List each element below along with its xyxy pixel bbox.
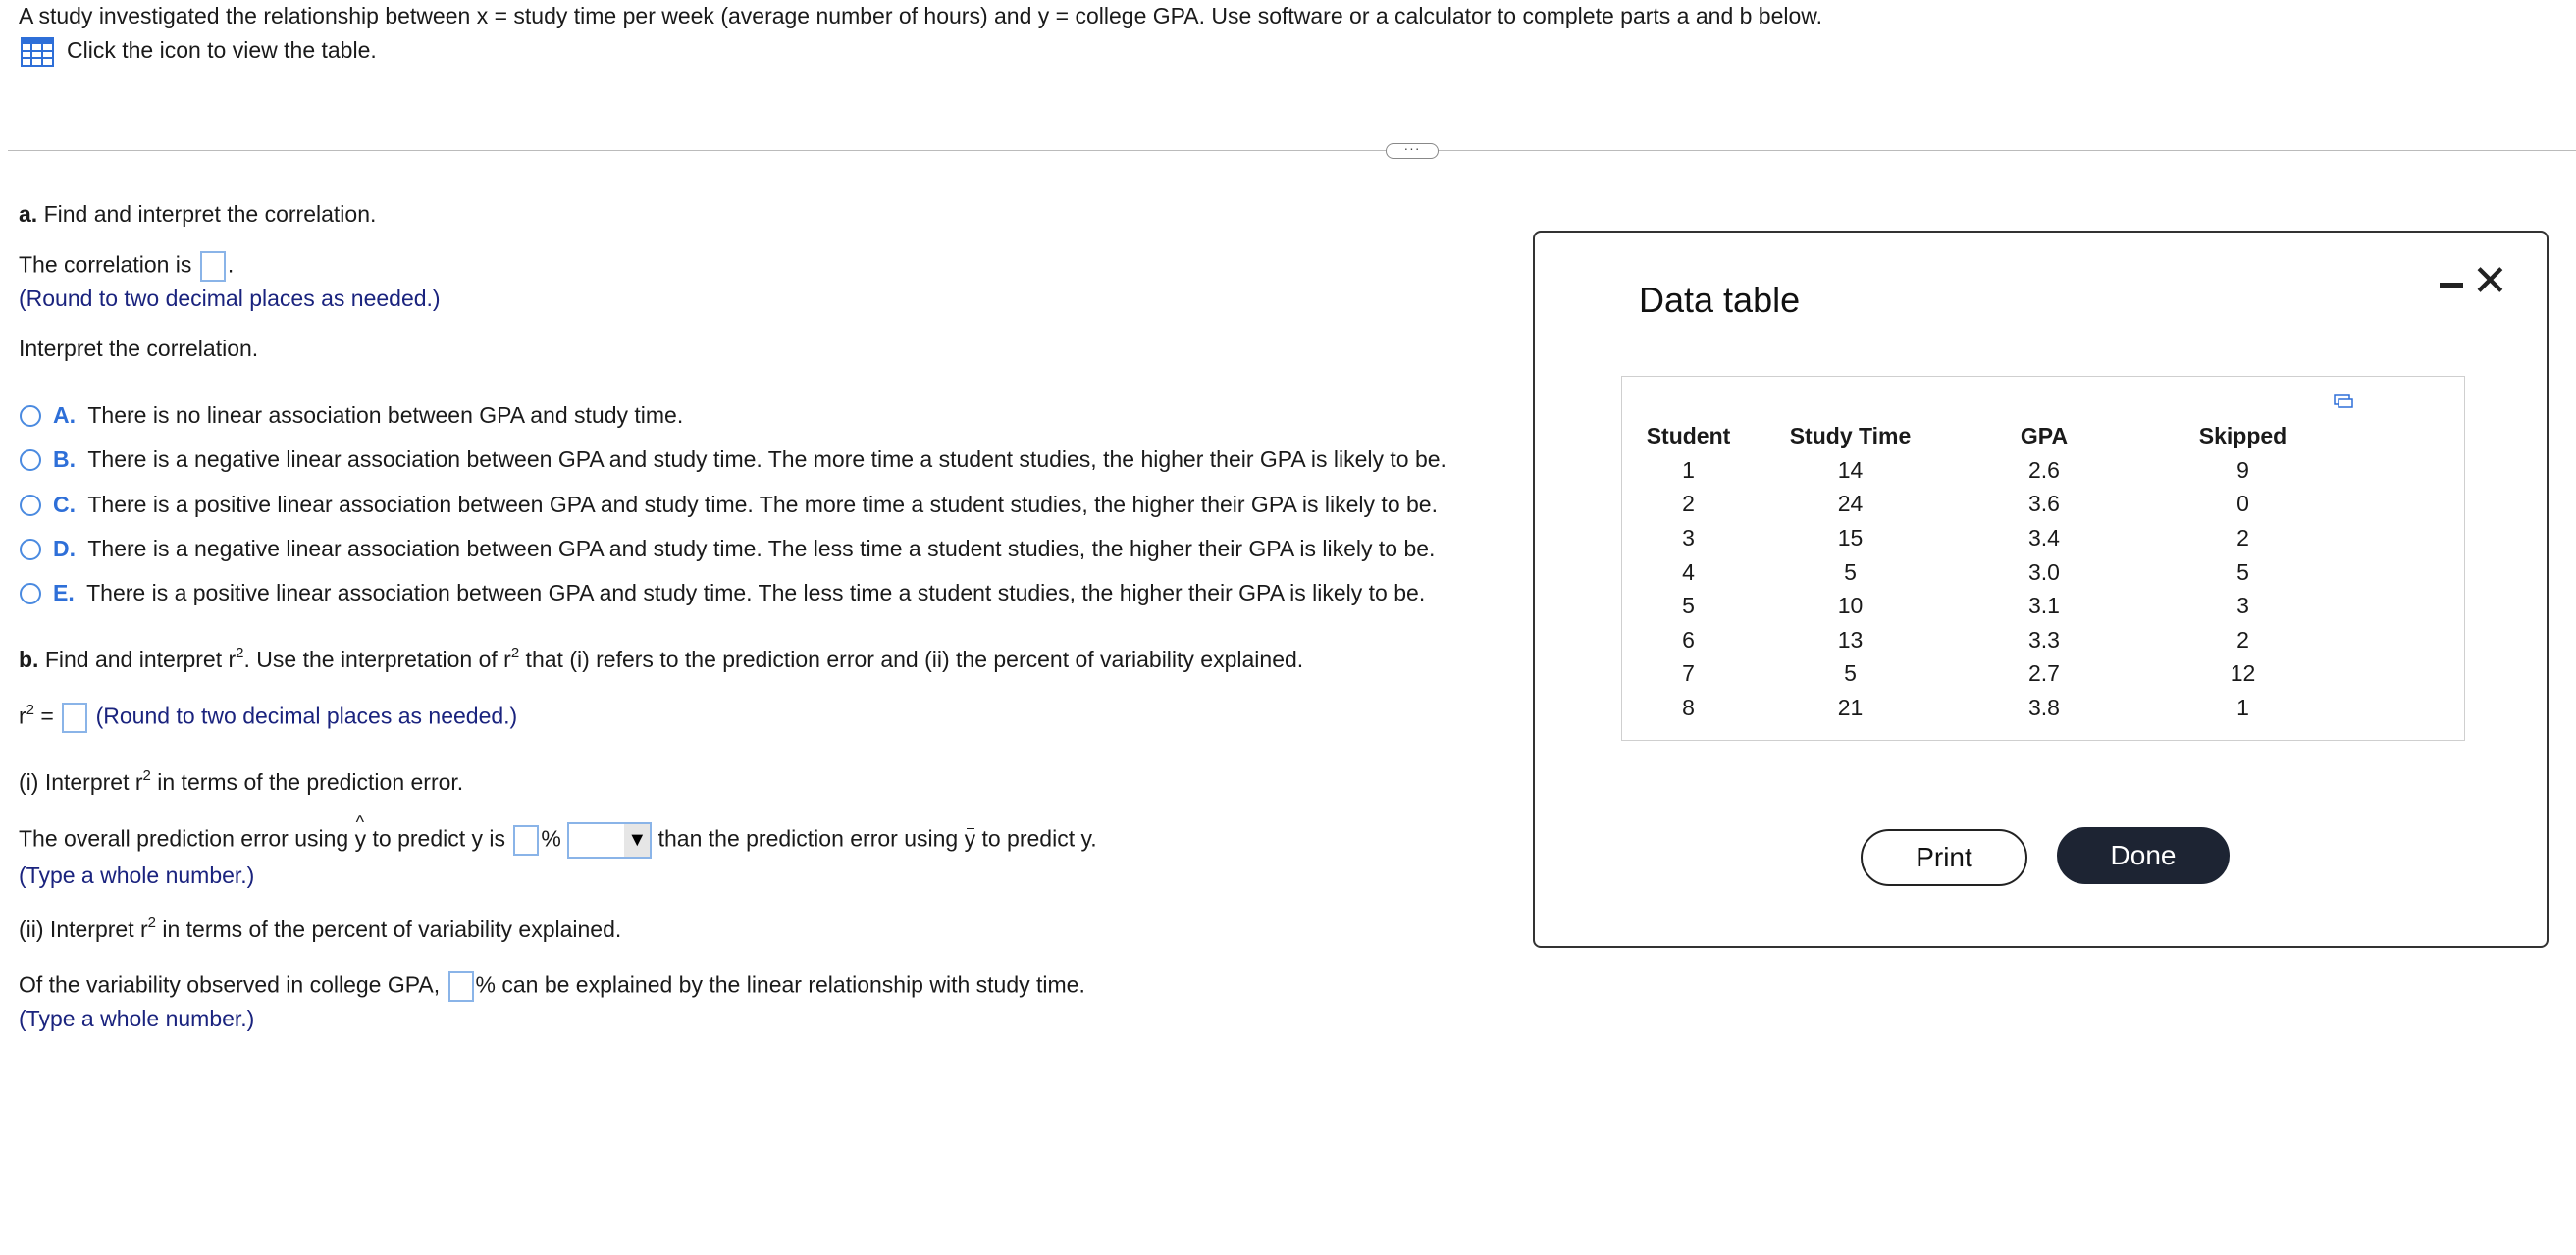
cell-gpa: 3.0 — [2028, 558, 2060, 585]
cell-gpa: 2.6 — [2028, 456, 2060, 483]
cell-skipped: 12 — [2230, 660, 2256, 687]
option-a-letter: A. — [53, 402, 76, 428]
option-b-radio[interactable] — [20, 449, 41, 471]
cell-skipped: 5 — [2236, 558, 2249, 585]
cell-gpa: 3.8 — [2028, 694, 2060, 720]
r2-line — [19, 703, 517, 733]
copy-icon[interactable] — [2334, 394, 2353, 408]
cell-gpa: 2.7 — [2028, 660, 2060, 687]
expand-handle[interactable]: ··· — [1386, 143, 1439, 159]
prediction-error-input[interactable] — [513, 825, 539, 856]
y-hat-symbol: ^ y — [355, 826, 367, 853]
part-a-heading-text: Find and interpret the correlation. — [43, 201, 377, 227]
interpret-ii-text-1: (ii) Interpret r — [19, 916, 148, 942]
superscript-2: 2 — [147, 915, 156, 931]
table-row — [1627, 521, 2348, 555]
cell-gpa: 3.1 — [2028, 593, 2060, 619]
part-b-label: b. — [19, 647, 39, 672]
variability-line — [19, 971, 1085, 1002]
option-c[interactable] — [53, 492, 1438, 518]
option-b-text: There is a negative linear association between GPA and study time. The more time a student studies, the higher their GPA is likely to be. — [87, 446, 1446, 472]
cell-study-time: 14 — [1837, 456, 1864, 483]
part-a-label: a. — [19, 201, 38, 227]
whole-number-note-2: (Type a whole number.) — [19, 1006, 255, 1031]
table-row — [1627, 555, 2348, 590]
dropdown-arrow-icon[interactable]: ▼ — [624, 824, 650, 857]
option-b[interactable] — [53, 446, 1446, 473]
question-text: A study investigated the relationship between x = study time per week (average number of hours) and y = college GPA. Use software or a calculator to complete parts a and b below. — [19, 3, 1823, 28]
part-a-heading — [19, 201, 376, 228]
cell-study-time: 5 — [1844, 558, 1857, 585]
interpret-i-text-1: (i) Interpret r — [19, 769, 143, 795]
part-b-heading — [19, 647, 1303, 673]
pred-text-1: The overall prediction error using — [19, 825, 355, 852]
section-divider — [8, 150, 2576, 151]
part-b-heading-3: that (i) refers to the prediction error and (ii) the percent of variability explained. — [519, 647, 1304, 672]
cell-study-time: 24 — [1837, 491, 1864, 517]
option-a-radio[interactable] — [20, 405, 41, 427]
cell-skipped: 3 — [2236, 593, 2249, 619]
percent-sign: % — [541, 825, 561, 852]
cell-skipped: 1 — [2236, 694, 2249, 720]
prediction-error-line — [19, 822, 1097, 859]
option-d-radio[interactable] — [20, 539, 41, 560]
col-header-study-time: Study Time — [1789, 422, 1912, 448]
col-header-student: Student — [1646, 422, 1731, 448]
done-button[interactable]: Done — [2057, 827, 2230, 884]
cell-skipped: 2 — [2236, 626, 2249, 653]
option-e[interactable] — [53, 580, 1425, 606]
table-row — [1627, 657, 2348, 692]
cell-skipped: 9 — [2236, 456, 2249, 483]
variability-input[interactable] — [448, 971, 474, 1002]
part-b-heading-1: Find and interpret r — [44, 647, 237, 672]
whole-number-note-1: (Type a whole number.) — [19, 863, 255, 888]
option-d-letter: D. — [53, 536, 76, 561]
table-row — [1627, 589, 2348, 623]
cell-gpa: 3.6 — [2028, 491, 2060, 517]
correlation-prefix: The correlation is — [19, 251, 192, 278]
option-e-letter: E. — [53, 580, 75, 605]
cell-study-time: 21 — [1837, 694, 1864, 720]
option-a-text: There is no linear association between GPA and study time. — [87, 402, 684, 428]
superscript-2: 2 — [26, 701, 35, 718]
print-button[interactable]: Print — [1861, 829, 2027, 886]
r2-round-note: (Round to two decimal places as needed.) — [95, 703, 518, 729]
interpret-ii-heading — [19, 916, 621, 943]
table-row — [1627, 488, 2348, 522]
cell-student: 4 — [1682, 558, 1695, 585]
option-d-text: There is a negative linear association between GPA and study time. The less time a student studies, the higher their GPA is likely to be. — [87, 536, 1436, 561]
cell-skipped: 2 — [2236, 524, 2249, 550]
data-table — [1627, 418, 2348, 725]
cell-gpa: 3.4 — [2028, 524, 2060, 550]
cell-student: 8 — [1682, 694, 1695, 720]
pred-text-3: than the prediction error using — [657, 825, 965, 852]
table-header-row — [1627, 418, 2348, 453]
pred-text-2: to predict y is — [366, 825, 512, 852]
part-b-heading-2: . Use the interpretation of r — [243, 647, 511, 672]
table-row — [1627, 691, 2348, 725]
option-c-radio[interactable] — [20, 495, 41, 516]
variability-text-1: Of the variability observed in college GPA, — [19, 971, 447, 998]
r2-input[interactable] — [62, 703, 87, 733]
cell-student: 2 — [1682, 491, 1695, 517]
cell-study-time: 10 — [1837, 593, 1864, 619]
close-icon[interactable]: ✕ — [2472, 257, 2508, 305]
data-table-container — [1621, 376, 2465, 741]
option-a[interactable] — [53, 402, 683, 429]
cell-study-time: 15 — [1837, 524, 1864, 550]
y-bar-symbol: y — [964, 825, 976, 852]
cell-study-time: 13 — [1837, 626, 1864, 653]
correlation-round-note: (Round to two decimal places as needed.) — [19, 286, 441, 311]
superscript-2: 2 — [510, 645, 520, 661]
r-symbol: r — [19, 703, 26, 729]
cell-student: 7 — [1682, 660, 1695, 687]
option-e-text: There is a positive linear association between GPA and study time. The less time a student studies, the higher their GPA is likely to be. — [86, 580, 1426, 605]
table-icon[interactable] — [21, 37, 54, 67]
cell-student: 1 — [1682, 456, 1695, 483]
comparison-select[interactable] — [567, 822, 652, 859]
correlation-line — [19, 251, 234, 282]
option-e-radio[interactable] — [20, 583, 41, 604]
table-link-text[interactable]: Click the icon to view the table. — [67, 37, 377, 63]
cell-student: 3 — [1682, 524, 1695, 550]
option-c-text: There is a positive linear association between GPA and study time. The more time a student studies, the higher their GPA is likely to be. — [87, 492, 1438, 517]
cell-student: 5 — [1682, 593, 1695, 619]
minimize-icon[interactable] — [2440, 272, 2463, 295]
superscript-2: 2 — [236, 645, 244, 661]
interpret-i-text-2: in terms of the prediction error. — [150, 769, 464, 795]
correlation-suffix: . — [227, 251, 235, 278]
col-header-skipped: Skipped — [2198, 422, 2287, 448]
interpret-ii-text-2: in terms of the percent of variability explained. — [155, 916, 622, 942]
option-b-letter: B. — [53, 446, 76, 472]
variability-text-2: % can be explained by the linear relationship with study time. — [475, 971, 1085, 998]
equals-sign: = — [34, 703, 54, 729]
interpret-i-heading — [19, 769, 463, 796]
table-row — [1627, 623, 2348, 657]
option-d[interactable] — [53, 536, 1435, 562]
pred-text-4: to predict y. — [975, 825, 1097, 852]
interpret-heading: Interpret the correlation. — [19, 336, 259, 361]
table-row — [1627, 453, 2348, 488]
dialog-title: Data table — [1639, 280, 1801, 320]
cell-gpa: 3.3 — [2028, 626, 2060, 653]
correlation-input[interactable] — [200, 251, 226, 282]
superscript-2: 2 — [142, 767, 151, 784]
col-header-gpa: GPA — [2020, 422, 2069, 448]
data-table-dialog — [1533, 231, 2549, 948]
option-c-letter: C. — [53, 492, 76, 517]
cell-skipped: 0 — [2236, 491, 2249, 517]
cell-student: 6 — [1682, 626, 1695, 653]
cell-study-time: 5 — [1844, 660, 1857, 687]
